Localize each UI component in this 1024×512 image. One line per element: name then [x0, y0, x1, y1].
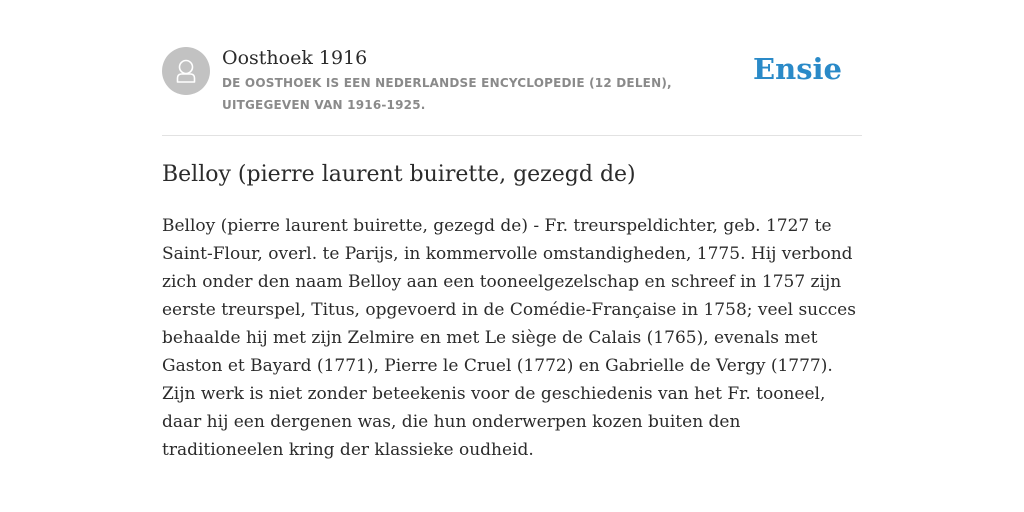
avatar — [162, 47, 210, 95]
entry-title: Belloy (pierre laurent buirette, gezegd de) — [162, 162, 636, 187]
user-icon — [162, 47, 210, 95]
entry-card — [162, 0, 862, 460]
ensie-logo[interactable]: Ensie — [753, 52, 842, 86]
entry-body: Belloy (pierre laurent buirette, gezegd de) - Fr. treurspeldichter, geb. 1727 te Saint-Flour, overl. te Parijs, in kommervolle omstandigheden, 1775. Hij verbond zich onder den naam Belloy aan een tooneelgezelschap en schreef in 1757 zijn eerste treurspel, Titus, opgevoerd in de Comédie-Française in 1758; veel succes behaalde hij met zijn Zelmire en met Le siège de Calais (1765), evenals met Gaston et Bayard (1771), Pierre le Cruel (1772) en Gabrielle de Vergy (1777). Zijn werk is niet zonder beteekenis voor de geschiedenis van het Fr. tooneel, daar hij een dergenen was, die hun onderwerpen kozen buiten den traditioneelen kring der klassieke oudheid. — [162, 216, 856, 460]
source-header — [162, 0, 862, 136]
source-title[interactable]: Oosthoek 1916 — [222, 47, 368, 69]
source-description: DE OOSTHOEK IS EEN NEDERLANDSE ENCYCLOPEDIE (12 DELEN), UITGEGEVEN VAN 1916-1925. — [222, 76, 672, 112]
